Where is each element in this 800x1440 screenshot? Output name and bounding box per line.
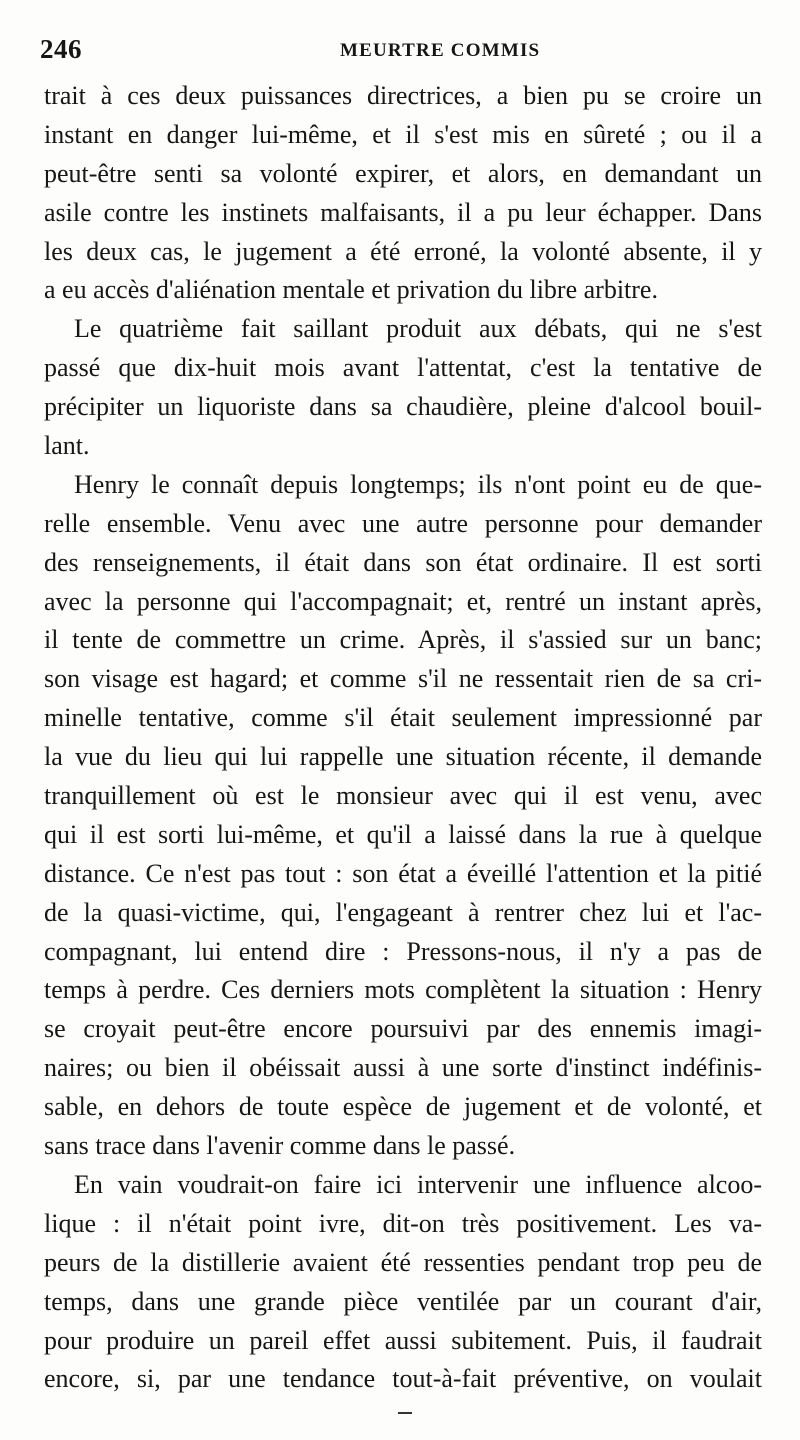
text-line: temps, dans une grande pièce ventilée par un courant d'air, xyxy=(44,1286,762,1316)
text-line: sable, en dehors de toute espèce de jugement et de volonté, et xyxy=(44,1092,762,1122)
paragraph-start-line: Henry le connaît depuis longtemps; ils n'ont point eu de que- xyxy=(74,469,762,499)
text-line: encore, si, par une tendance tout-à-fait préventive, on voulait xyxy=(44,1364,762,1394)
text-line: passé que dix-huit mois avant l'attentat, c'est la tentative de xyxy=(44,353,762,383)
text-line: distance. Ce n'est pas tout : son état a éveillé l'attention et la pitié xyxy=(44,858,762,888)
page-number: 246 xyxy=(40,34,82,64)
text-line: son visage est hagard; et comme s'il ne ressentait rien de sa cri- xyxy=(44,664,762,694)
text-line: de la quasi-victime, qui, l'engageant à rentrer chez lui et l'ac- xyxy=(44,897,762,927)
text-line: compagnant, lui entend dire : Pressons-nous, il n'y a pas de xyxy=(44,936,762,966)
text-line: instant en danger lui-même, et il s'est mis en sûreté ; ou il a xyxy=(44,119,762,149)
text-line: avec la personne qui l'accompagnait; et, rentré un instant après, xyxy=(44,586,762,616)
text-line: temps à perdre. Ces derniers mots complètent la situation : Henry xyxy=(44,975,762,1005)
running-title: MEURTRE COMMIS xyxy=(340,40,541,61)
text-line: trait à ces deux puissances directrices, a bien pu se croire un xyxy=(44,81,762,110)
text-line: sans trace dans l'avenir comme dans le passé. xyxy=(44,1131,516,1161)
text-line: la vue du lieu qui lui rappelle une situation récente, il demande xyxy=(44,742,762,772)
text-line: précipiter un liquoriste dans sa chaudière, pleine d'alcool bouil- xyxy=(44,392,762,422)
text-line: a eu accès d'aliénation mentale et privation du libre arbitre. xyxy=(44,275,658,305)
text-line: des renseignements, il était dans son état ordinaire. Il est sorti xyxy=(44,547,762,577)
text-line: peurs de la distillerie avaient été ressenties pendant trop peu de xyxy=(44,1247,762,1277)
text-line: lique : il n'était point ivre, dit-on très positivement. Les va- xyxy=(44,1208,762,1238)
text-line: qui il est sorti lui-même, et qu'il a laissé dans la rue à quelque xyxy=(44,819,762,849)
text-line: relle ensemble. Venu avec une autre personne pour demander xyxy=(44,508,762,538)
text-line: se croyait peut-être encore poursuivi par des ennemis imagi- xyxy=(44,1014,762,1044)
text-line: lant. xyxy=(44,431,90,461)
paragraph-start-line: En vain voudrait-on faire ici intervenir une influence alcoo- xyxy=(74,1169,762,1199)
text-line: les deux cas, le jugement a été erroné, la volonté absente, il y xyxy=(44,236,762,266)
text-line: tranquillement où est le monsieur avec qui il est venu, avec xyxy=(44,781,762,811)
text-line: asile contre les instinets malfaisants, il a pu leur échapper. Dans xyxy=(44,197,762,227)
footer-rule xyxy=(398,1412,412,1414)
text-line: peut-être senti sa volonté expirer, et alors, en demandant un xyxy=(44,158,762,188)
paragraph-start-line: Le quatrième fait saillant produit aux débats, qui ne s'est xyxy=(74,314,762,344)
page-header xyxy=(40,34,760,74)
text-line: naires; ou bien il obéissait aussi à une sorte d'instinct indéfinis- xyxy=(44,1053,762,1083)
text-line: il tente de commettre un crime. Après, il s'assied sur un banc; xyxy=(44,625,762,655)
text-line: minelle tentative, comme s'il était seulement impressionné par xyxy=(44,703,762,733)
body-text xyxy=(44,77,762,1399)
text-line: pour produire un pareil effet aussi subitement. Puis, il faudrait xyxy=(44,1325,762,1355)
